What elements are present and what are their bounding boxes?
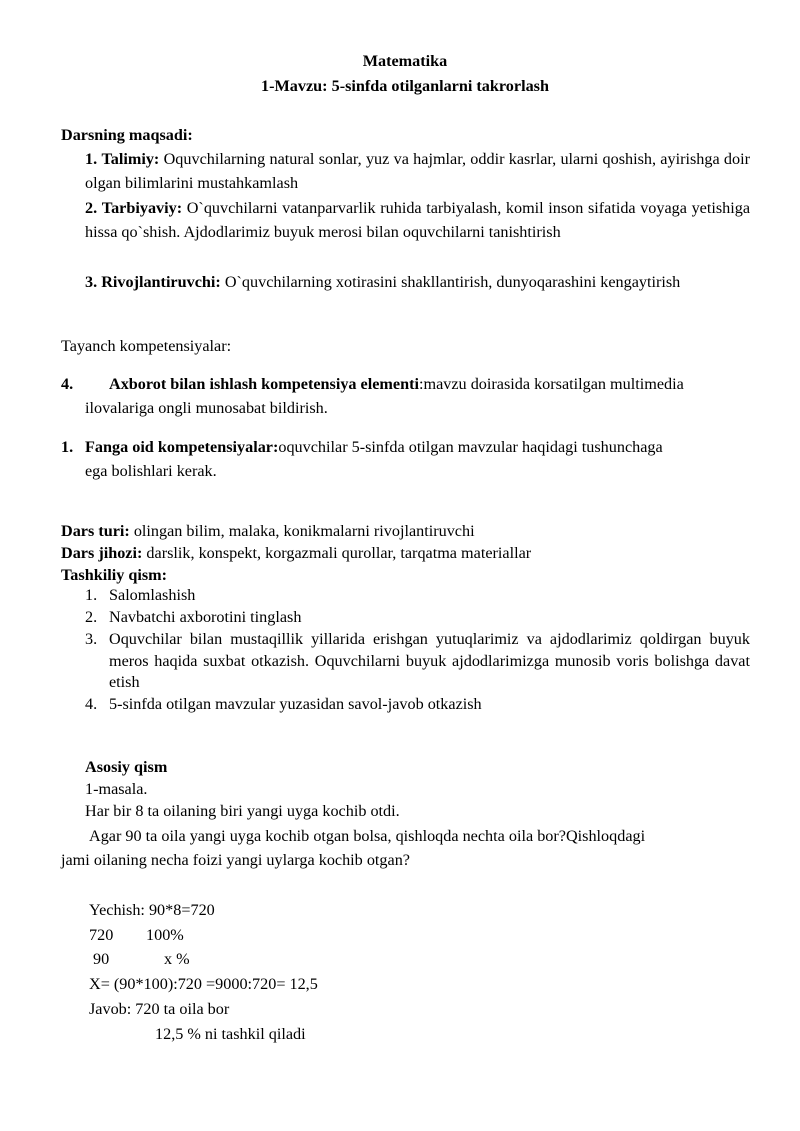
problem-line-2: Agar 90 ta oila yangi uyga kochib otgan bolsa, qishloqda nechta oila bor?Qishloqdagi <box>89 827 646 845</box>
list-number: 2. <box>85 607 98 626</box>
list-item <box>85 694 750 716</box>
competency-label: Fanga oid kompetensiyalar: <box>85 438 279 456</box>
competency-label: Axborot bilan ishlash kompetensiya elementi <box>109 375 419 393</box>
lesson-equipment <box>61 541 531 565</box>
solution-row-3b: x % <box>164 950 190 968</box>
goal-label: Tarbiyaviy: <box>101 199 183 217</box>
goal-text: O`quvchilarning xotirasini shakllantirish, dunyoqarashini kengaytirish <box>220 273 681 291</box>
goal-item-rivojlantiruvchi <box>85 270 750 294</box>
goal-text: Oquvchilarning natural sonlar, yuz va hajmlar, oddir kasrlar, ularni qoshish, ayirishga doir olgan bilimlarini mustahkamlash <box>85 150 751 193</box>
competency-text: :mavzu doirasida korsatilgan multimedia ilovalariga ongli munosabat bildirish. <box>85 375 684 418</box>
list-text: Oquvchilar bilan mustaqillik yillarida erishgan yutuqlarimiz va ajdodlarimiz qoldirgan buyuk meros haqida suxbat otkazish. Oquvchilarni buyuk ajdodlarimizga munosib voris bolishga davat etish <box>109 629 750 692</box>
org-list <box>85 585 750 716</box>
goal-item-talimiy <box>85 147 750 196</box>
goal-item-tarbiyaviy <box>85 196 750 245</box>
list-number: 3. <box>85 629 98 648</box>
list-number: 1. <box>85 586 98 604</box>
list-item <box>85 585 750 607</box>
main-heading: Asosiy qism <box>85 758 168 776</box>
solution-row-2b: 100% <box>146 926 184 944</box>
goal-label: Rivojlantiruvchi: <box>101 273 221 291</box>
org-heading: Tashkiliy qism: <box>61 566 168 584</box>
solution-line-4: X= (90*100):720 =9000:720= 12,5 <box>89 975 318 993</box>
list-text: Navbatchi axborotini tinglash <box>109 607 302 626</box>
competency-item-fanga-oid <box>61 435 681 484</box>
solution-line-1: Yechish: 90*8=720 <box>89 901 215 919</box>
list-text: Salomlashish <box>109 586 196 604</box>
goal-number: 3. <box>85 273 98 291</box>
solution-row-2a: 720 <box>89 926 114 944</box>
competency-number: 1. <box>61 438 74 456</box>
document-subject: Matematika <box>362 52 448 70</box>
list-item <box>85 629 750 695</box>
problem-line-1: Har bir 8 ta oilaning biri yangi uyga kochib otdi. <box>85 802 400 820</box>
solution-row-3a: 90 <box>93 950 110 968</box>
lesson-type-value: olingan bilim, malaka, konikmalarni rivojlantiruvchi <box>129 522 475 540</box>
lesson-type-label: Dars turi: <box>61 522 130 540</box>
solution-line-6: 12,5 % ni tashkil qiladi <box>155 1025 306 1043</box>
goal-label: Talimiy: <box>101 150 160 168</box>
competency-number: 4. <box>61 375 74 393</box>
goal-number: 1. <box>85 150 98 168</box>
goal-number: 2. <box>85 199 98 217</box>
lesson-equipment-label: Dars jihozi: <box>61 544 143 562</box>
competency-item-axborot <box>61 372 701 421</box>
goal-text: O`quvchilarni vatanparvarlik ruhida tarbiyalash, komil inson sifatida voyaga yetishiga hissa qo`shish. Ajdodlarimiz buyuk merosi bilan oquvchilarni tanishtirish <box>85 199 751 242</box>
list-text: 5-sinfda otilgan mavzular yuzasidan savol-javob otkazish <box>109 695 482 714</box>
lesson-equipment-value: darslik, konspekt, korgazmali qurollar, tarqatma materiallar <box>142 544 532 562</box>
list-number: 4. <box>85 695 98 714</box>
problem-line-3: jami oilaning necha foizi yangi uylarga kochib otgan? <box>61 851 410 869</box>
solution-line-5: Javob: 720 ta oila bor <box>89 1000 230 1018</box>
problem-label: 1-masala. <box>85 780 148 798</box>
goals-heading: Darsning maqsadi: <box>61 126 193 144</box>
competencies-heading: Tayanch kompetensiyalar: <box>61 337 232 355</box>
document-topic: 1-Mavzu: 5-sinfda otilganlarni takrorlash <box>261 77 549 95</box>
list-item <box>85 607 750 629</box>
competency-text: oquvchilar 5-sinfda otilgan mavzular haqidagi tushunchaga ega bolishlari kerak. <box>85 438 663 481</box>
lesson-type <box>61 519 475 543</box>
